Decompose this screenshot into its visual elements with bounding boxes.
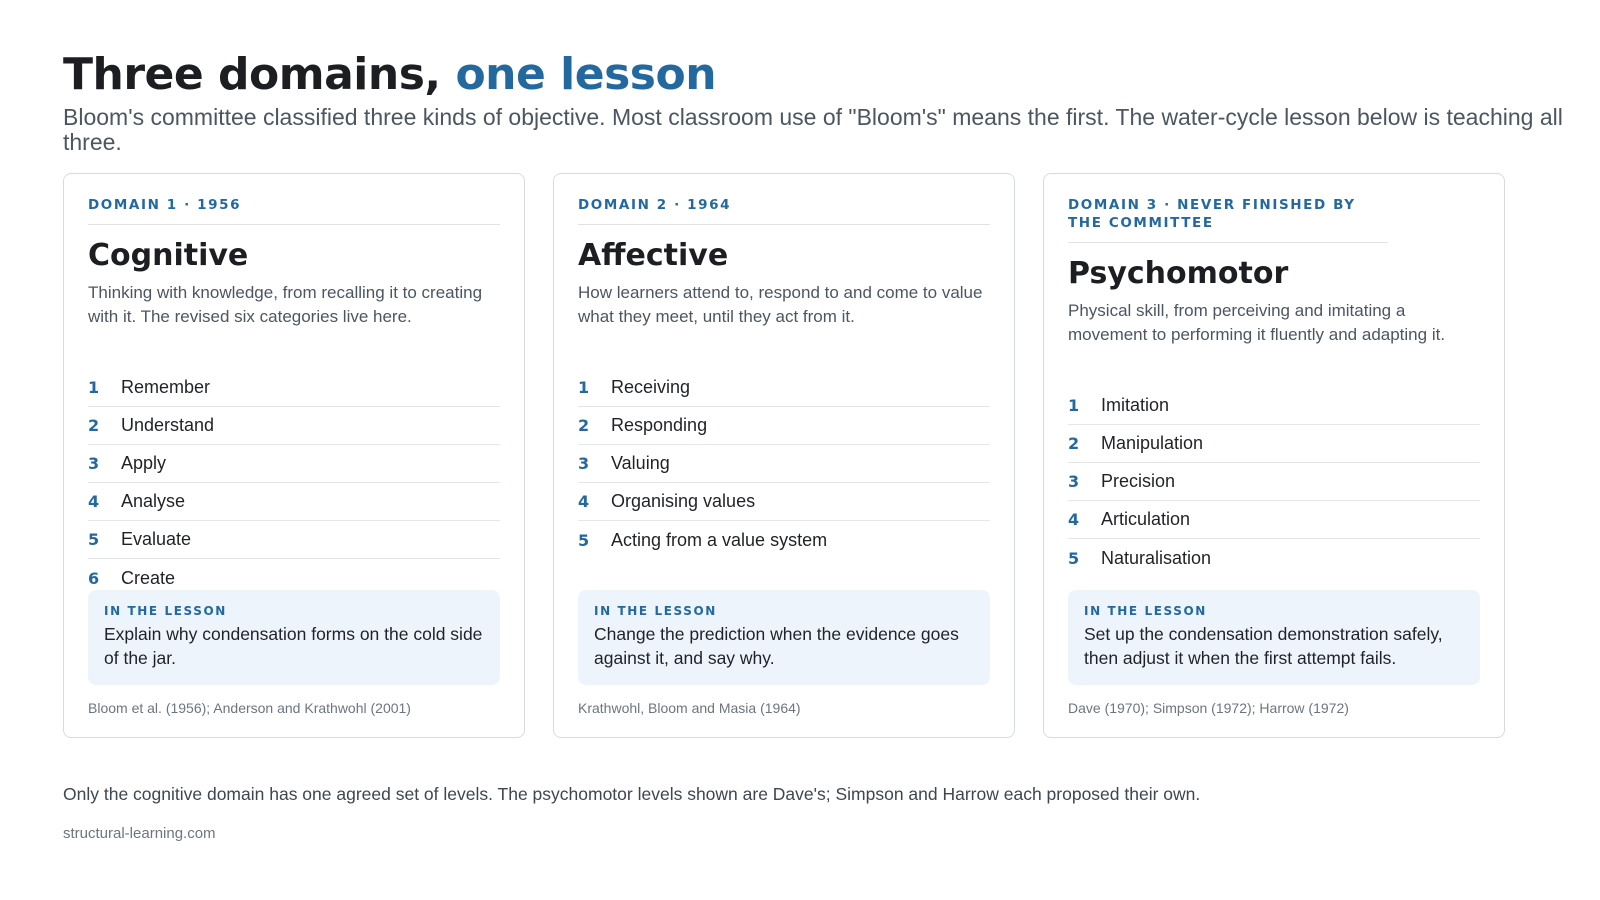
lesson-text: Explain why condensation forms on the cold side of the jar. (104, 624, 483, 668)
card-kicker: DOMAIN 3 · NEVER FINISHED BY THE COMMITTEE (1068, 196, 1388, 243)
level-list (88, 369, 500, 597)
level-item (578, 369, 990, 407)
level-number: 2 (578, 416, 590, 435)
level-item (1068, 501, 1480, 539)
lesson-callout (578, 590, 990, 685)
level-label: Apply (121, 453, 167, 473)
level-label: Acting from a value system (611, 529, 828, 550)
card-title: Affective (578, 238, 729, 273)
level-item (88, 483, 500, 521)
level-number: 4 (88, 492, 100, 511)
level-label: Analyse (121, 491, 186, 511)
level-item (1068, 425, 1480, 463)
level-list (578, 369, 990, 559)
domain-card-cognitive (63, 173, 525, 738)
level-item (88, 407, 500, 445)
level-item (578, 521, 990, 559)
level-label: Articulation (1101, 509, 1191, 529)
card-description: Thinking with knowledge, from recalling it to creating with it. The revised six categories live here. (88, 283, 483, 326)
card-source: Krathwohl, Bloom and Masia (1964) (578, 700, 801, 716)
level-label: Imitation (1101, 395, 1170, 415)
card-title: Psychomotor (1068, 256, 1289, 291)
card-title: Cognitive (88, 238, 249, 273)
level-item (88, 445, 500, 483)
lesson-callout (88, 590, 500, 685)
domain-cards (63, 173, 1505, 738)
level-item (1068, 387, 1480, 425)
lesson-label: IN THE LESSON (104, 604, 227, 618)
level-label: Create (121, 567, 176, 588)
level-item (1068, 463, 1480, 501)
level-label: Remember (121, 377, 211, 397)
level-label: Valuing (611, 453, 670, 473)
level-label: Organising values (611, 491, 756, 511)
level-number: 5 (1068, 548, 1080, 568)
card-kicker: DOMAIN 1 · 1956 (88, 196, 500, 225)
page (63, 48, 1563, 842)
domain-card-psychomotor (1043, 173, 1505, 738)
level-number: 1 (88, 378, 100, 397)
page-title (63, 48, 1563, 102)
lesson-text: Change the prediction when the evidence goes against it, and say why. (594, 624, 959, 668)
level-item (578, 483, 990, 521)
level-label: Precision (1101, 471, 1176, 491)
level-number: 6 (88, 568, 100, 588)
card-kicker: DOMAIN 2 · 1964 (578, 196, 990, 225)
level-number: 4 (1068, 510, 1080, 529)
level-number: 5 (88, 530, 100, 549)
level-item (1068, 539, 1480, 577)
page-subtitle: Bloom's committee classified three kinds of objective. Most classroom use of "Bloom's" means the first. The water-cycle lesson below is teaching all three. (63, 104, 1563, 155)
level-number: 1 (1068, 396, 1080, 415)
title-main: Three domains, (63, 49, 441, 100)
level-item (88, 521, 500, 559)
level-number: 2 (1068, 434, 1080, 453)
domain-card-affective (553, 173, 1015, 738)
lesson-text: Set up the condensation demonstration safely, then adjust it when the first attempt fails. (1084, 624, 1443, 668)
lesson-label: IN THE LESSON (1084, 604, 1207, 618)
level-number: 5 (578, 530, 590, 550)
level-label: Manipulation (1101, 433, 1204, 453)
level-item (88, 369, 500, 407)
level-label: Understand (121, 415, 215, 435)
level-label: Naturalisation (1101, 547, 1212, 568)
level-item (578, 407, 990, 445)
footer-note: Only the cognitive domain has one agreed set of levels. The psychomotor levels shown are Dave's; Simpson and Harrow each proposed their own. (63, 784, 1201, 804)
level-list (1068, 387, 1480, 577)
lesson-label: IN THE LESSON (594, 604, 717, 618)
level-label: Evaluate (121, 529, 192, 549)
card-source: Dave (1970); Simpson (1972); Harrow (1972) (1068, 700, 1349, 716)
level-number: 4 (578, 492, 590, 511)
level-number: 3 (88, 454, 100, 473)
card-description: How learners attend to, respond to and come to value what they meet, until they act from it. (578, 283, 983, 326)
title-accent: one lesson (455, 49, 717, 100)
level-number: 3 (578, 454, 590, 473)
level-number: 3 (1068, 472, 1080, 491)
site-link[interactable]: structural-learning.com (63, 825, 216, 842)
level-label: Receiving (611, 377, 691, 397)
level-label: Responding (611, 415, 708, 435)
card-source: Bloom et al. (1956); Anderson and Krathwohl (2001) (88, 700, 411, 716)
level-number: 1 (578, 378, 590, 397)
level-number: 2 (88, 416, 100, 435)
lesson-callout (1068, 590, 1480, 685)
card-description: Physical skill, from perceiving and imitating a movement to performing it fluently and adapting it. (1068, 301, 1446, 344)
level-item (578, 445, 990, 483)
